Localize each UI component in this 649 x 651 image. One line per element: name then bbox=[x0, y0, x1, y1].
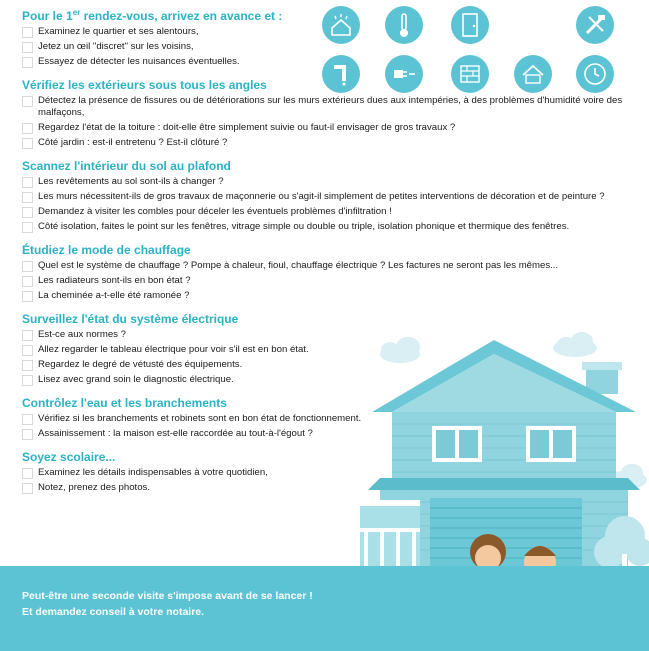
checkbox[interactable] bbox=[22, 291, 33, 302]
checkbox[interactable] bbox=[22, 177, 33, 188]
checklist-item: Demandez à visiter les combles pour déceler les éventuels problèmes d'infiltration ! bbox=[22, 206, 632, 218]
checklist-item: Quel est le système de chauffage ? Pompe à chaleur, fioul, chauffage électrique ? Les factures ne seront pas les mêmes... bbox=[22, 260, 632, 272]
checkbox[interactable] bbox=[22, 360, 33, 371]
checkbox[interactable] bbox=[22, 42, 33, 53]
checklist-item: Vérifiez si les branchements et robinets sont en bon état de fonctionnement. bbox=[22, 413, 367, 425]
checklist-item: Allez regarder le tableau électrique pour voir s'il est en bon état. bbox=[22, 344, 367, 356]
section-title: Surveillez l'état du système électrique bbox=[22, 312, 239, 326]
checkbox[interactable] bbox=[22, 96, 33, 107]
checkbox[interactable] bbox=[22, 123, 33, 134]
section-title: Pour le 1er rendez-vous, arrivez en avance et : bbox=[22, 8, 283, 23]
checkbox[interactable] bbox=[22, 375, 33, 386]
footer-line-1: Peut-être une seconde visite s'impose avant de se lancer ! bbox=[22, 590, 313, 602]
section-heating bbox=[22, 243, 632, 302]
checklist-item: Détectez la présence de fissures ou de détériorations sur les murs extérieurs dues aux intempéries, à des problèmes d'humidité voire des malfaçons, bbox=[22, 95, 632, 119]
checkbox[interactable] bbox=[22, 57, 33, 68]
section-interior bbox=[22, 159, 632, 233]
checkbox[interactable] bbox=[22, 207, 33, 218]
checklist-item: Examinez les détails indispensables à votre quotidien, bbox=[22, 467, 367, 479]
section-title: Soyez scolaire... bbox=[22, 450, 116, 464]
section-diligence bbox=[22, 450, 367, 494]
checklist-item: La cheminée a-t-elle été ramonée ? bbox=[22, 290, 632, 302]
checkbox[interactable] bbox=[22, 330, 33, 341]
checklist-item: Est-ce aux normes ? bbox=[22, 329, 367, 341]
section-title: Étudiez le mode de chauffage bbox=[22, 243, 191, 257]
section-title: Scannez l'intérieur du sol au plafond bbox=[22, 159, 231, 173]
checklist-content bbox=[22, 8, 632, 504]
checklist-item: Les revêtements au sol sont-ils à changer ? bbox=[22, 176, 632, 188]
checkbox[interactable] bbox=[22, 414, 33, 425]
checkbox[interactable] bbox=[22, 27, 33, 38]
checkbox[interactable] bbox=[22, 138, 33, 149]
checklist-item: Regardez le degré de vétusté des équipements. bbox=[22, 359, 367, 371]
checklist-item: Essayez de détecter les nuisances éventuelles. bbox=[22, 56, 632, 68]
section-title: Vérifiez les extérieurs sous tous les angles bbox=[22, 78, 267, 92]
checklist-item: Côté isolation, faites le point sur les fenêtres, vitrage simple ou double ou triple, isolation phonique et thermique des fenêtres. bbox=[22, 221, 632, 233]
checkbox[interactable] bbox=[22, 483, 33, 494]
section-title: Contrôlez l'eau et les branchements bbox=[22, 396, 227, 410]
section-electric bbox=[22, 312, 367, 386]
checklist-item: Jetez un œil "discret" sur les voisins, bbox=[22, 41, 632, 53]
checklist-item: Assainissement : la maison est-elle raccordée au tout-à-l'égout ? bbox=[22, 428, 367, 440]
checklist-item: Les murs nécessitent-ils de gros travaux de maçonnerie ou s'agit-il simplement de petites interventions de décoration et de peinture ? bbox=[22, 191, 632, 203]
checkbox[interactable] bbox=[22, 261, 33, 272]
section-exterior bbox=[22, 78, 632, 149]
checkbox[interactable] bbox=[22, 222, 33, 233]
checkbox[interactable] bbox=[22, 468, 33, 479]
checklist-item: Notez, prenez des photos. bbox=[22, 482, 367, 494]
checkbox[interactable] bbox=[22, 345, 33, 356]
footer-note bbox=[22, 588, 402, 620]
section-water bbox=[22, 396, 367, 440]
checklist-item: Regardez l'état de la toiture : doit-elle être simplement suivie ou faut-il envisager de gros travaux ? bbox=[22, 122, 632, 134]
checkbox[interactable] bbox=[22, 276, 33, 287]
checkbox[interactable] bbox=[22, 192, 33, 203]
checklist-item: Les radiateurs sont-ils en bon état ? bbox=[22, 275, 632, 287]
checklist-item: Lisez avec grand soin le diagnostic électrique. bbox=[22, 374, 367, 386]
checklist-item: Examinez le quartier et ses alentours, bbox=[22, 26, 632, 38]
checkbox[interactable] bbox=[22, 429, 33, 440]
checklist-item: Côté jardin : est-il entretenu ? Est-il clôturé ? bbox=[22, 137, 632, 149]
section-first-visit bbox=[22, 8, 632, 68]
footer-line-2: Et demandez conseil à votre notaire. bbox=[22, 606, 205, 618]
